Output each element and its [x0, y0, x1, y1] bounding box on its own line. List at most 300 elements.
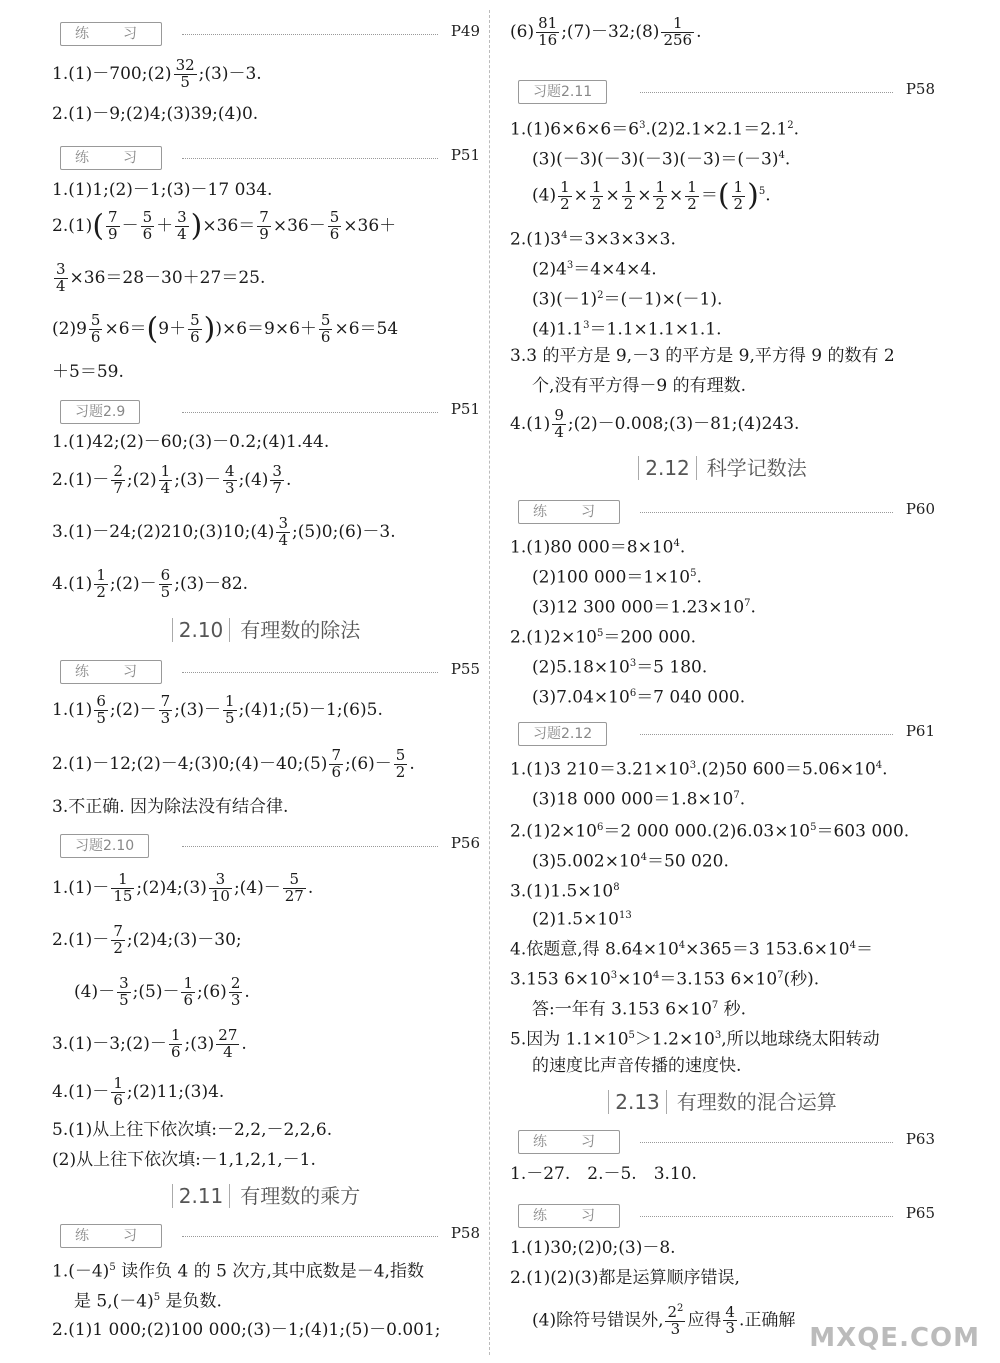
text-fragment: ;(2)－0.008;(3)－81;(4)243.: [567, 413, 800, 434]
text-fragment: 7: [777, 970, 784, 981]
text-fragment: 6: [597, 822, 604, 833]
text-fragment: 9: [158, 318, 170, 339]
text-fragment: (秒).: [783, 969, 820, 990]
text-fragment: ＞1.2×10: [634, 1029, 715, 1050]
text-fragment: (4)－: [74, 981, 116, 1002]
text-fragment: 81: [538, 14, 558, 32]
section-title: [52, 614, 480, 648]
text-fragment: .: [696, 21, 702, 42]
text-fragment: 4: [225, 462, 235, 480]
text-fragment: 2: [655, 194, 666, 213]
text-fragment: 有理数的乘方: [240, 1184, 361, 1208]
exercise-header: [52, 658, 480, 686]
answer-line: [52, 176, 480, 204]
text-fragment: ×36＝28－30＋27＝25.: [69, 267, 266, 288]
answer-line: [52, 1146, 480, 1174]
text-fragment: 3.(1)1.5×10: [510, 881, 614, 902]
text-fragment: 5: [109, 1262, 116, 1273]
text-fragment: ;(4)1;(5)－1;(6)5.: [238, 699, 383, 720]
answer-line: [510, 1022, 935, 1054]
answer-line: [52, 358, 480, 386]
text-fragment: 练 习: [60, 22, 162, 46]
text-fragment: 4.(1): [52, 573, 93, 594]
exercise-header: [52, 1222, 480, 1250]
text-fragment: 2: [623, 194, 634, 213]
answer-line: [532, 372, 935, 400]
text-fragment: 6: [183, 990, 193, 1009]
text-fragment: 5: [395, 746, 406, 764]
answer-line: [52, 1316, 480, 1344]
text-fragment: 2: [96, 582, 106, 601]
text-fragment: ＝50 020.: [647, 851, 729, 872]
text-fragment: 3: [160, 708, 171, 727]
text-fragment: 4: [56, 276, 66, 295]
text-fragment: 4: [278, 530, 288, 549]
text-fragment: 1: [687, 177, 697, 196]
text-fragment: (2)5.18×10: [532, 657, 630, 678]
answer-line: [52, 100, 480, 128]
text-fragment: 4: [223, 1042, 233, 1061]
text-fragment: 3: [278, 514, 288, 532]
text-fragment: 有理数的混合运算: [676, 1090, 837, 1114]
text-fragment: 7: [259, 208, 269, 226]
text-fragment: ;(3)－82.: [174, 573, 249, 594]
answer-line: [532, 178, 935, 212]
text-fragment: 4: [678, 940, 686, 951]
text-fragment: 4.(1): [510, 413, 551, 434]
text-fragment: 5: [225, 708, 235, 727]
text-fragment: 4: [673, 538, 680, 549]
text-fragment: 5.因为 1.1×10: [510, 1029, 629, 1050]
answer-line: [532, 782, 935, 814]
text-fragment: ＝7 040 000.: [636, 687, 746, 708]
text-fragment: .: [750, 597, 756, 618]
text-fragment: (3)12 300 000＝1.23×10: [532, 597, 745, 618]
text-fragment: 3: [272, 462, 282, 480]
text-fragment: ×6＝: [104, 318, 147, 339]
text-fragment: 4.(1)－: [52, 1081, 110, 1102]
text-fragment: .: [696, 567, 702, 588]
text-fragment: ×: [605, 185, 620, 206]
text-fragment: P65: [905, 1204, 935, 1222]
text-fragment: P63: [905, 1130, 935, 1148]
section-title: [510, 1086, 935, 1120]
text-fragment: ;(3): [184, 1033, 215, 1054]
text-fragment: 3.不正确. 因为除法没有结合律.: [52, 797, 289, 817]
text-fragment: 15: [113, 886, 133, 905]
text-fragment: 5: [329, 208, 340, 226]
text-fragment: 2: [591, 194, 602, 213]
text-fragment: 5: [96, 708, 106, 727]
text-fragment: 6: [320, 327, 331, 346]
answer-line: [52, 694, 480, 727]
text-fragment: 7: [733, 790, 740, 801]
answer-line: [510, 932, 935, 964]
text-fragment: .(2)50 600＝5.06×10: [696, 759, 876, 780]
text-fragment: 1.(1)3 210＝3.21×10: [510, 759, 690, 780]
text-fragment: 7: [113, 478, 123, 497]
answer-line: [532, 282, 935, 314]
text-fragment: .(2)2.1×2.1＝2.1: [645, 119, 788, 140]
text-fragment: 练 习: [518, 1130, 620, 1154]
text-fragment: P61: [905, 722, 935, 740]
text-fragment: 9: [554, 406, 564, 424]
text-fragment: (3)5.002×10: [532, 851, 641, 872]
text-fragment: 9: [108, 224, 118, 243]
text-fragment: .: [882, 759, 888, 780]
text-fragment: 4.依题意,得 8.64×10: [510, 939, 679, 960]
text-fragment: 秒.: [718, 999, 747, 1020]
text-fragment: 1: [560, 177, 570, 196]
answer-line: [532, 312, 935, 344]
text-fragment: 2: [787, 120, 794, 131]
text-fragment: ＋5＝59.: [52, 362, 124, 382]
text-fragment: 13: [619, 910, 632, 921]
answer-line: [52, 428, 480, 456]
text-fragment: 5: [283, 872, 306, 889]
text-fragment: ＋: [156, 215, 174, 236]
text-fragment: 是 5,(－4): [74, 1291, 154, 1312]
answer-line: [52, 924, 480, 957]
text-fragment: 3.153 6×10: [510, 969, 611, 990]
text-fragment: －: [121, 215, 139, 236]
text-fragment: 2.(1): [52, 215, 93, 236]
text-fragment: ;(3)－3.: [198, 63, 262, 84]
text-fragment: 1: [111, 872, 134, 889]
answer-line: [74, 1284, 480, 1316]
text-fragment: 6: [329, 224, 340, 243]
text-fragment: 2.(1)2×10: [510, 821, 597, 842]
text-fragment: 2: [395, 762, 406, 781]
text-fragment: 3: [225, 478, 235, 497]
text-fragment: 1: [661, 16, 694, 33]
answer-line: [510, 530, 935, 562]
answer-line: [510, 620, 935, 652]
text-fragment: ×36: [272, 215, 309, 236]
text-fragment: 6: [170, 1042, 181, 1061]
text-fragment: 1.－27. 2.－5. 3.10.: [510, 1164, 697, 1184]
text-fragment: 4: [653, 970, 660, 981]
text-fragment: ;(3)－: [174, 469, 222, 490]
answer-line: [510, 342, 935, 370]
text-fragment: (4)1.1: [532, 319, 584, 340]
text-fragment: 5: [153, 1292, 161, 1303]
text-fragment: ＝5 180.: [636, 657, 708, 678]
text-fragment: ): [747, 178, 759, 214]
text-fragment: 3: [610, 970, 618, 981]
text-fragment: 1: [655, 177, 666, 196]
text-fragment: .: [793, 119, 800, 140]
text-fragment: ＝(－1)×(－1).: [603, 289, 723, 310]
text-fragment: 1.(1)30;(2)0;(3)－8.: [510, 1238, 676, 1258]
exercise-header: [510, 498, 935, 526]
text-fragment: 习题2.10: [60, 834, 149, 858]
answer-line: [510, 1234, 935, 1262]
text-fragment: ;(2)4;(3)－30;: [126, 929, 242, 950]
exercise-header: [52, 144, 480, 172]
text-fragment: 有理数的除法: [240, 618, 361, 642]
text-fragment: 5: [180, 72, 190, 91]
text-fragment: 5: [320, 311, 331, 329]
text-fragment: ＝200 000.: [603, 627, 697, 648]
text-fragment: ×: [669, 185, 684, 206]
text-fragment: 2.(1)1 000;(2)100 000;(3)－1;(4)1;(5)－0.001;: [52, 1320, 441, 1340]
text-fragment: ＝: [700, 185, 718, 206]
text-fragment: 5: [90, 311, 101, 329]
exercise-header: [510, 1128, 935, 1156]
text-fragment: 3.(1)－3;(2)－: [52, 1033, 167, 1054]
text-fragment: 练 习: [60, 146, 162, 170]
text-fragment: 2.(1)－9;(2)4;(3)39;(4)0.: [52, 104, 259, 124]
answer-line: [532, 680, 935, 712]
section-title: [52, 1180, 480, 1214]
exercise-header: [510, 1202, 935, 1230]
text-fragment: 4: [849, 940, 856, 951]
answer-line: [510, 408, 935, 441]
text-fragment: 5: [142, 208, 153, 226]
text-fragment: ;(2): [126, 469, 157, 490]
text-fragment: ×36＝: [202, 215, 256, 236]
text-fragment: ＝603 000.: [816, 821, 910, 842]
text-fragment: .: [739, 789, 746, 810]
answer-line: [532, 142, 935, 174]
text-fragment: 1: [623, 177, 634, 196]
exercise-header: [52, 20, 480, 48]
text-fragment: 16: [538, 30, 558, 49]
text-fragment: 的速度比声音传播的速度快.: [532, 1056, 742, 1076]
answer-line: [510, 1264, 935, 1292]
text-fragment: ;(5)0;(6)－3.: [291, 521, 396, 542]
answer-line: [532, 844, 935, 876]
text-fragment: 6: [90, 327, 101, 346]
text-fragment: (: [146, 311, 159, 347]
text-fragment: 1.(－4): [52, 1261, 110, 1282]
answer-line: [510, 874, 935, 906]
answer-line: [52, 568, 480, 601]
text-fragment: 7: [272, 478, 282, 497]
text-fragment: ;(2)11;(3)4.: [126, 1081, 225, 1102]
answer-line: [532, 650, 935, 682]
text-fragment: ,所以地球绕太阳转动: [721, 1029, 880, 1050]
text-fragment: (2)9: [52, 318, 87, 339]
answer-line: [510, 16, 935, 49]
text-fragment: ＝3×3×3×3.: [567, 229, 676, 250]
text-fragment: .: [244, 981, 250, 1002]
text-fragment: ;(4)－: [233, 877, 281, 898]
answer-line: [532, 992, 935, 1024]
text-fragment: 1: [183, 974, 193, 992]
text-fragment: 1.(1)42;(2)－60;(3)－0.2;(4)1.44.: [52, 432, 330, 452]
text-fragment: 1: [591, 177, 602, 196]
text-fragment: ＝4×4×4.: [573, 259, 657, 280]
text-fragment: ×: [637, 185, 652, 206]
text-fragment: 4: [554, 422, 564, 441]
text-fragment: 科学记数法: [706, 456, 807, 480]
text-fragment: 27: [284, 886, 304, 905]
answer-line: [510, 752, 935, 784]
text-fragment: 2.(1)－12;(2)－4;(3)0;(4)－40;(5): [52, 753, 328, 774]
text-fragment: 2.10: [172, 618, 231, 642]
text-fragment: 1: [160, 462, 171, 480]
exercise-header: [52, 398, 480, 426]
text-fragment: 6: [629, 688, 637, 699]
text-fragment: 1.(1)－700;(2): [52, 63, 172, 84]
text-fragment: 5: [758, 186, 766, 197]
text-fragment: P55: [450, 660, 480, 678]
answer-line: [52, 1254, 480, 1286]
answer-line: [52, 313, 480, 346]
text-fragment: －: [308, 215, 326, 236]
text-fragment: ×365＝3 153.6×10: [685, 939, 850, 960]
answer-line: [52, 464, 480, 497]
text-fragment: .: [307, 877, 314, 898]
text-fragment: 6: [190, 327, 200, 346]
text-fragment: 4: [640, 852, 647, 863]
text-fragment: 7: [113, 922, 123, 940]
text-fragment: P56: [450, 834, 480, 852]
exercise-header: [510, 720, 935, 748]
text-fragment: 2: [230, 974, 241, 992]
answer-line: [510, 222, 935, 254]
text-fragment: 1: [113, 1074, 123, 1092]
text-fragment: ;(6)－: [344, 753, 392, 774]
exercise-header: [510, 78, 935, 106]
text-fragment: 2: [677, 1303, 684, 1314]
text-fragment: 习题2.12: [518, 722, 607, 746]
text-fragment: 2.11: [172, 1184, 231, 1208]
text-fragment: (2)从上往下依次填:－1,1,2,1,－1.: [52, 1150, 316, 1170]
text-fragment: 7: [160, 692, 171, 710]
text-fragment: 5: [597, 628, 604, 639]
text-fragment: 3: [689, 760, 697, 771]
text-fragment: 3.3 的平方是 9,－3 的平方是 9,平方得 9 的数有 2: [510, 346, 895, 366]
text-fragment: 7: [108, 208, 118, 226]
text-fragment: .: [285, 469, 292, 490]
text-fragment: 3.(1)－24;(2)210;(3)10;(4): [52, 521, 275, 542]
text-fragment: 3: [629, 658, 637, 669]
text-fragment: 1: [733, 177, 744, 196]
column-divider: [489, 10, 490, 1355]
text-fragment: .: [679, 537, 686, 558]
answer-line: [52, 793, 480, 821]
text-fragment: )×6＝9×6＋: [215, 318, 317, 339]
answer-line: [510, 962, 935, 994]
text-fragment: ＝: [855, 939, 873, 960]
text-fragment: 是负数.: [160, 1291, 222, 1312]
text-fragment: ;(2)－: [109, 573, 157, 594]
text-fragment: ×6＝54: [334, 318, 399, 339]
answer-line: [510, 1160, 935, 1188]
text-fragment: ;(6): [197, 981, 227, 1002]
text-fragment: ;(2)－: [109, 699, 157, 720]
text-fragment: .: [409, 753, 415, 774]
text-fragment: .: [784, 149, 791, 170]
text-fragment: P51: [450, 400, 480, 418]
text-fragment: 10: [210, 886, 230, 905]
text-fragment: (3)(－1): [532, 289, 598, 310]
text-fragment: 2: [113, 938, 123, 957]
text-fragment: (4)除符号错误外,: [532, 1310, 664, 1331]
answer-line: [52, 872, 480, 905]
text-fragment: 练 习: [60, 660, 162, 684]
text-fragment: 5: [190, 311, 200, 329]
text-fragment: ＝2 000 000.(2)6.03×10: [603, 821, 811, 842]
text-fragment: ＝1.1×1.1×1.1.: [589, 319, 722, 340]
exercise-header: [52, 832, 480, 860]
text-fragment: (2)1.5×10: [532, 909, 619, 930]
answer-line: [52, 1116, 480, 1144]
text-fragment: 答:一年有 3.153 6×10: [532, 999, 712, 1020]
text-fragment: 5: [160, 582, 171, 601]
answer-line: [52, 1028, 480, 1061]
text-fragment: ＋: [169, 318, 187, 339]
answer-line: [510, 112, 935, 144]
text-fragment: 3: [583, 320, 590, 331]
text-fragment: (: [717, 178, 730, 214]
answer-line: [52, 516, 480, 549]
text-fragment: ＋: [379, 215, 397, 236]
text-fragment: ＝3.153 6×10: [659, 969, 778, 990]
text-fragment: 2.(1)－: [52, 929, 110, 950]
text-fragment: ;(7)－32;(8): [561, 21, 660, 42]
text-fragment: 习题2.9: [60, 400, 140, 424]
text-fragment: 1: [96, 566, 106, 584]
text-fragment: 练 习: [60, 1224, 162, 1248]
answer-line: [52, 748, 480, 781]
text-fragment: 4: [561, 230, 568, 241]
text-fragment: 3: [725, 1319, 735, 1338]
answer-line: [532, 590, 935, 622]
answer-line: [532, 252, 935, 284]
text-fragment: 5: [690, 568, 697, 579]
text-fragment: (3)18 000 000＝1.8×10: [532, 789, 734, 810]
text-fragment: 3: [670, 1319, 681, 1338]
text-fragment: 个,没有平方得－9 的有理数.: [532, 376, 747, 396]
text-fragment: 1.(1)6×6×6＝6: [510, 119, 640, 140]
text-fragment: 3: [56, 260, 66, 278]
text-fragment: 3: [209, 872, 232, 889]
text-fragment: ×10: [617, 969, 654, 990]
text-fragment: 2.13: [608, 1090, 667, 1114]
text-fragment: ): [190, 208, 203, 244]
text-fragment: (: [92, 208, 105, 244]
section-title: [510, 452, 935, 486]
text-fragment: P58: [450, 1224, 480, 1242]
text-fragment: ;(2)4;(3): [136, 877, 207, 898]
text-fragment: 5: [119, 990, 129, 1009]
text-fragment: ;(4): [238, 469, 269, 490]
text-fragment: 2.(1)2×10: [510, 627, 597, 648]
text-fragment: P51: [450, 146, 480, 164]
text-fragment: 27: [218, 1026, 238, 1044]
text-fragment: 7: [711, 1000, 719, 1011]
text-fragment: 6: [160, 566, 171, 584]
text-fragment: 1.(1): [52, 699, 93, 720]
text-fragment: 练 习: [518, 500, 620, 524]
text-fragment: 3: [566, 260, 574, 271]
text-fragment: 3: [119, 974, 129, 992]
text-fragment: 6: [113, 1090, 123, 1109]
text-fragment: ×: [573, 185, 588, 206]
text-fragment: 1.(1)－: [52, 877, 110, 898]
text-fragment: 7: [744, 598, 751, 609]
text-fragment: 3: [714, 1030, 722, 1041]
text-fragment: 6: [142, 224, 153, 243]
text-fragment: .: [765, 185, 771, 206]
answer-line: [532, 1052, 935, 1080]
text-fragment: 4: [725, 1302, 735, 1321]
text-fragment: 4: [778, 150, 785, 161]
